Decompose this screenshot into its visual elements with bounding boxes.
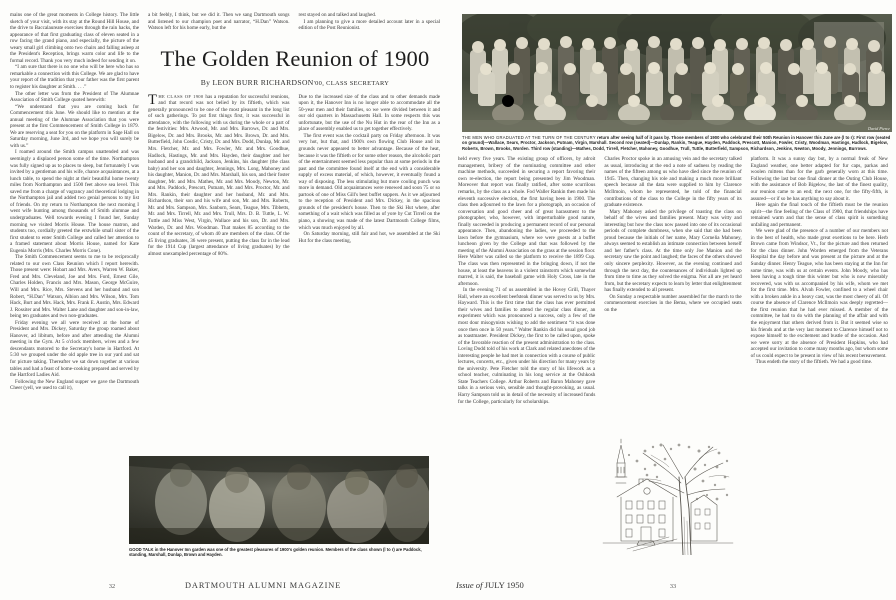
paragraph: The first event was the cocktail party on Friday afternoon. It was very hot, but that, and 1900's own flowing Club House and its grounds never appeared to better advantage. Because of the heat, because it was the fiftieth or for some other reason, the alcoholic part of the entertainment seemed less popular than at some periods in the past and the committee found itself at the end with a considerable supply of excess material, of which, however, it eventually found a way of disposing. The less stimulating but more cooling punch was more in demand. Old acquaintances were renewed and soon 75 or so partook of one of Miss Gill's best buffet suppers. As it we adjourned to the reception of President and Mrs. Dickey, in the spacious grounds of the president's house. Then to the Ski Hut where, after something of a wait which was filled as of yore by Cut Tirrell on the piano, a showing was made of the latest Dartmouth College films, which was much enjoyed by all.	[298, 132, 440, 231]
issue-date: JULY 1950	[484, 580, 524, 590]
byline-prefix: By	[200, 77, 211, 87]
left-column-2-top	[148, 12, 290, 32]
article-column-2	[299, 94, 441, 258]
paragraph: On Sunday a respectable number assembled for the march to the commencement exercises in the Bema, where we occupied seats on the	[604, 293, 742, 313]
talk-photo-caption	[129, 547, 429, 558]
left-page-footer	[0, 581, 450, 590]
paragraph: On Saturday morning, still fair and hot, we assembled at the Ski Hut for the class meeting,	[298, 231, 440, 244]
dartmouth-hall-pen-sketch	[599, 437, 735, 555]
paragraph: The Smith Commencement seems to me to be reciprocally related to our own Class Reunion which I report herewith. Those present were: Hobart and Mrs. Avers, Warren W. Baker, Fred and Mrs. Cleveland, Joe and Mrs. Ford, Ernest Gile, Charles Holden, Francis and Mrs. Mason, George McGuire, Will and Mrs. Rice, Mrs. Stevens and her husband and son Robert, “H.Dan” Watson, Albion and Mrs. Wilson, Mrs. Tom Hack, Burt and Mrs. Hack, Mrs. Frank E. Austin, Mrs. Edward J. Rossiter and Mrs. Walter Lane and daughter and son-in-law, being ten graduates and two non-graduates.	[10, 254, 139, 320]
byline-class: '00, CLASS SECRETARY	[313, 79, 390, 87]
photo-illustration	[129, 456, 429, 544]
paragraph: a bit feebly, I think, but we did it. Then we sang Dartmouth songs and listened to our champion poet and narrator, “H.Dan” Watson. Watson left for his home early, but the	[148, 12, 290, 32]
paragraph: platform. It was a sunny day but, by a normal freak of New England weather, one better adapted for fur caps, parkas and woolen mittens than for the garb generally worn at this time. Following the last but one final dinner at the Outing Club House, with the assistance of Bob Bigelow, the last of the finest quality, our reunion came to an end; the next one, for the fifty-fifth, is assured—or if so be has anything to say about it.	[750, 156, 888, 202]
caption-lead: GOOD TALK	[129, 546, 154, 552]
photo-credit: David Pierce	[867, 126, 890, 131]
right-column-2	[604, 156, 741, 405]
left-page-top-columns	[10, 12, 440, 392]
article-columns	[148, 91, 440, 258]
paragraph: I roamed around the Smith campus unattended and was seemingly a displaced person some of the time. Northampton was fully signed up as to places to sleep, but fortunately I was invited by a gentleman and his wife, chance acquaintances, at a lunch table, to spend the night at their beautiful home twenty miles from Northampton and 1500 feet above sea level. This saved me from a charge of vagrancy and theoretical lodging in the Northampton jail and added two genial persons to my list of friends. On my return to Northampton the next morning I went wife hunting among thousands of Smith alumnae and undergraduates. Well towards evening I found her, Sunday morning we visited Morris House. The house matron, and students too, cordially greeted the erstwhile small sister of the first student to enter Smith College and called her attention to a framed statement about Morris House, named for Kate Eugenia Morris (Mrs. Charles Morris Cone).	[10, 149, 139, 254]
paragraph: I am planning to give a more detailed account later in a special edition of the Post Reunionist.	[298, 18, 440, 32]
paragraph: held every five years. The existing group of officers, by adroit management, bribery of the nominating committee and other machine methods, succeeded in securing a report favoring their own re-election, the report being presented by Jim Woodman. Moreover that report was finally ratified, after some scurrilous remarks, by the class as a whole. Fod Waller Rankin then made his eleventh successive election, the first having been in 1900. The class then adjourned to the lawn for a photograph, an occasion of conversation and good cheer and of great harassment to the photographer, who, however, with imperturbable good nature, finally succeeded in producing a permanent record of our personal appearance. Then, abandoning the ladies, we proceeded to the lawn before the gymnasium, where we were guests at a buffet luncheon given by the College and that was followed by the meeting of the Alumni Association on the grass at the session floor. Here Walter was called so the platform to receive the 1899 Cup. The class was then represented in the bringing down, if not the house, at least the heavens in a violent rainstorm which somewhat marred, it is said, the baseball game with Holy Cross, late in the afternoon.	[458, 156, 596, 287]
paragraph: Mary Mahoney asked the privilege of toasting the class on behalf of the wives and families present. Mary was witty and interesting but how the class now passed into one of its occasional periods of complete dumbness, when she said that she had been proud because the initials of her name, Mary Cornelia Mahoney, always seemed to establish an intimate connection between herself and her father's class. At the time only Joe Manion and the secretary saw the point and laughed; the faces of the others showed only sincere perplexity. However, as the evening continued and through the next day, the countenances of individuals lighted up from time to time as they solved the enigma. Not all are yet heard from, but the secretary expects to learn by letter that enlightenment has finally extended to all present.	[604, 208, 742, 294]
paragraph: We were glad of the presence of a number of our members not in the best of health, who made great exertions to be here. Herb Brown came from Windsor, Vt., for the picture and then returned for the class dinner. John Worden emerged from the Veterans Hospital the day before and was present at the picture and at the Sunday dinner. Henry Teague, who has been staying at the Inn for some time, was with us at certain events. John Moody, who has been having a tough time this winter but who is now miserably recovered, was with us accompanied by his wife, whom we met for the first time. Mrs. Alvah Fowler, confined to a wheel chair with a broken ankle in a heavy cast, was the most cheery of all. Of course the absence of Clarence McIlmoin was deeply regretted—the first reunion that he had ever missed. A member of the committee, he had to do with the planning of the affair and with the enjoyment that others derived from it. But it seemed wise so his friends and at the very last moment to Clarence himself not to expose himself to the excitement and bustle of the occasion. And we were sorry at the absence of President Hopkins, who had accepted our invitation to come many months ago, but whom some of us could expect to be present in view of his recent bereavement.	[750, 228, 888, 359]
page-number-right: 33	[669, 583, 677, 590]
issue-label: Issue of	[456, 580, 483, 590]
paragraph-text: has a reputation for successful reunions, and that record was not belied by its fiftieth, which was generally pronounced to be one of the most pleasant in the long list of such gatherings. To put first things first, it was successful in attendance, with the following with us during the whole or a part of the festivities: Mrs. Atwood, Mr. and Mrs. Barrows, Dr. and Mrs. Bigelow, Dr. and Mrs. Brooks, Mr. and Mrs. Brown, Dr. and Mrs. Butterfield, John Cosdic, Cristy, Dr. and Mrs. Dodd, Dunlap, Mr. and Mrs. Fletcher, Mr. and Mrs. Fowler, Mr. and Mrs. Goodhue, Hadlock, Hastings, Mr. and Mrs. Hayden, their daughter and her husband and a grandchild, Jackson, Jenkins, his daughter (the class baby) and her son and daughter, Jennings, Mrs. Long, Mahoney and his daughter, Manion, Dr. and Mrs. Marshall, his son, and their foster daughter, Mr. and Mrs. Mathes, Mr. and Mrs. Moody, Newton, Mr. and Mrs. Paddock, Prescott, Putnam, Mr. and Mrs. Proctor, Mr. and Mrs. Rankin, their daughter and her husband, Mr. and Mrs. Richardson, their son and his wife and son, Mr. and Mrs. Roberts, Mr. and Mrs. Sampson, Mrs. Sanborn, Sears, Teague, Mrs. Tibbetts, Mr. and Mrs. Tirrell, Mr. and Mrs. Trull, Mrs. D. B. Tuttle, L. W. Tuttle and Miss West, Virgin, Wallace and his son, Dr. and Mrs. Warden, Dr. and Mrs. Woodman. That makes 85 according to the count of the secretary, of whom 40 are members of the class. Of the 45 living graduates, 36 were present, putting the class far in the lead for the 1914 Cup (largest attendance of living graduates) by the almost unexampled percentage of 80%.	[148, 93, 290, 257]
byline-author: LEON BURR RICHARDSON	[212, 77, 314, 87]
page-title: The Golden Reunion of 1900	[160, 45, 430, 71]
hanover-inn-garden-photo	[129, 456, 429, 544]
article-header	[150, 46, 440, 87]
paragraph: “I am sure that there is no one who will be here who has so remarkable a connection with this College. We are glad to have your report of the tradition that your father was the first parent to register his daughter at Smith. . . .”	[10, 64, 139, 91]
paragraph: mains one of the great moments in College history. The little sketch of your visit, with its stay at the Round Hill House, and the drive to Baccalaureate exercises through the rain hacks, the appearance of that first graduating class of eleven seated in a row facing the grand piano, and especially, the picture of the weary small girl climbing onto two chairs and falling asleep at the President's Reception, brings warm color and life to the formal record. Thank you very much indeed for sending it on.	[10, 12, 139, 64]
caption-body: in the Hanover Inn garden was one of the greatest pleasures of 1900's golden reunion. Members of the class shown (l to r) are Paddock, standing, Marshall, Dunlap, Brown and Hayden.	[129, 546, 422, 558]
right-page	[450, 0, 896, 600]
issue-line	[456, 580, 524, 590]
right-column-3	[751, 156, 888, 405]
paragraph: Here again the final touch of the fiftieth must be the reunion spirit—the fine feeling of the Class of 1900, that friendships have remained warm and that the sense of class spirit is something unfailing and permanent.	[750, 202, 888, 228]
paragraph: In the evening 71 of us assembled in the Hovey Grill, Thayer Hall, where an excellent beefsteak dinner was served to us by Mrs. Hayward. This is the first time that the class has ever permitted their wives and families to attend the regular class dinner, an experiment which was pronounced a success, only a few of the most dour misogynists wishing to add the sentiment “it was done once then once in 50 years.” Walter Rankin did his usual good job as toastmaster. President Dickey, the first to be called upon, spoke of the favorable reaction of the present administration to the class. Loving Dodd told of his work at Clark and related anecdotes of the interesting people he had met in connection with a course of public lectures, concerts, etc., given under his direction for many years by the university. Pete Fletcher told the story of his lifework as a school teacher, culminating in his long service at the Oshkosh State Teachers College. Arthur Roberts and Baron Mahoney gave talks in a serious vein, sensible and thought-provoking, as usual. Harry Sampson told us in detail of the necessity of increased funds for the College, particularly for scholarships.	[458, 287, 596, 405]
drop-cap: T	[148, 91, 157, 108]
paragraph-with-dropcap	[148, 91, 290, 258]
paragraph: rest stayed on and talked and laughed.	[298, 12, 377, 18]
class-of-1900-group-photo	[462, 14, 892, 132]
byline	[150, 78, 440, 87]
group-photo-caption	[462, 135, 894, 152]
caption-lead: THE MEN WHO GRADUATED AT THE TURN OF THE CENTURY	[462, 134, 596, 140]
left-column-2-3-wrap	[148, 12, 440, 392]
article-column-1	[148, 91, 290, 258]
right-page-columns	[458, 156, 888, 405]
caption-body: return after seeing half of it pass by. Those members of 1900 who celebrated their 50th Reunion in Hanover this June are (l to r): First row (seated on ground)—Wallace, Sears, Proctor, Jackson, Putnam, Virgin, Marshall. Second row (seated)—Dunlap, Rankin, Teague, Hayden, Paddock, Prescott, Manion, Fowler, Cristy, Woodman, Hastings, Hadlock, Bigelow, Roberts, Brown, Brooks, Worden. Third row (standing)—Mathes, Dodd, Tirrell, Fletcher, Mahoney, Goodhue, Trull, Tuttle, Butterfield, Sampson, Richardson, Jenkins, Newton, Moody, Jennings, Burrows.	[462, 134, 891, 151]
left-column-3-top	[299, 12, 441, 32]
paragraph: Following the New England supper we gave the Dartmouth Cheer (yell, we used to call it),	[10, 378, 139, 392]
left-top-short-columns	[148, 12, 440, 32]
group-photo-illustration	[462, 14, 892, 132]
sketch-block	[595, 434, 735, 560]
paragraph: “We understand that you are coming back for Commencement this June. We should like to mention at the annual meeting of the Alumnae Association that you were present at the first Commencement of Smith College in 1879. We are reserving a seat for you on the platform in Sage Hall on Saturday morning, June 3rd, and we hope you will surely be with us.”	[10, 103, 139, 149]
opening-smallcaps: HE CLASS OF 1900	[158, 93, 206, 99]
paragraph: Friday evening we all were received at the home of President and Mrs. Dickey, Saturday the group roamed about Hanover, ad libitum, before and after attending the Alumni meeting in the Gym. At 5 o'clock members, wives and a few descendants motored to the Secretary's home in Hartford. At 5:30 we grouped under the old apple tree in our yard and sat for picture taking. Thereafter we sat down together at various tables and had a feast of home-cooking prepared and served by the Hartford Ladies Aid.	[10, 319, 139, 379]
paragraph: Charles Proctor spoke in an amusing vein and the secretary talked as usual, introducing at the end a note of sadness by reading the names of the fifteen among us who have died since the reunion of 1945. Then, changing his role and making a much more brilliant speech because all the data were supplied to him by Clarence McIlmoin, whom he represented, he told of the financial contributions of the class to the College in the fifty years of its graduate existence.	[604, 156, 742, 209]
talk-photo-block	[129, 456, 429, 558]
magazine-title: DARTMOUTH ALUMNI MAGAZINE	[185, 581, 342, 590]
paragraph: Thus endeth the story of the fiftieth. We had a good time.	[755, 359, 873, 366]
left-column-1	[10, 12, 139, 392]
page-number-left: 32	[108, 583, 116, 590]
paragraph: The other letter was from the President of The Alumnae Association of Smith College quoted herewith:	[10, 90, 139, 104]
paragraph: Due to the increased size of the class and to other demands made upon it, the Hanover Inn is no longer able to accommodate all the 50-year men and their families, so we were divided between it and our old quarters in Massachusetts Hall. In some respects this was unfortunate, but the use of the Nu Hut in the rear of the Inn as a place of assembly enabled us to get together effectively.	[298, 93, 440, 133]
right-column-1	[458, 156, 595, 405]
